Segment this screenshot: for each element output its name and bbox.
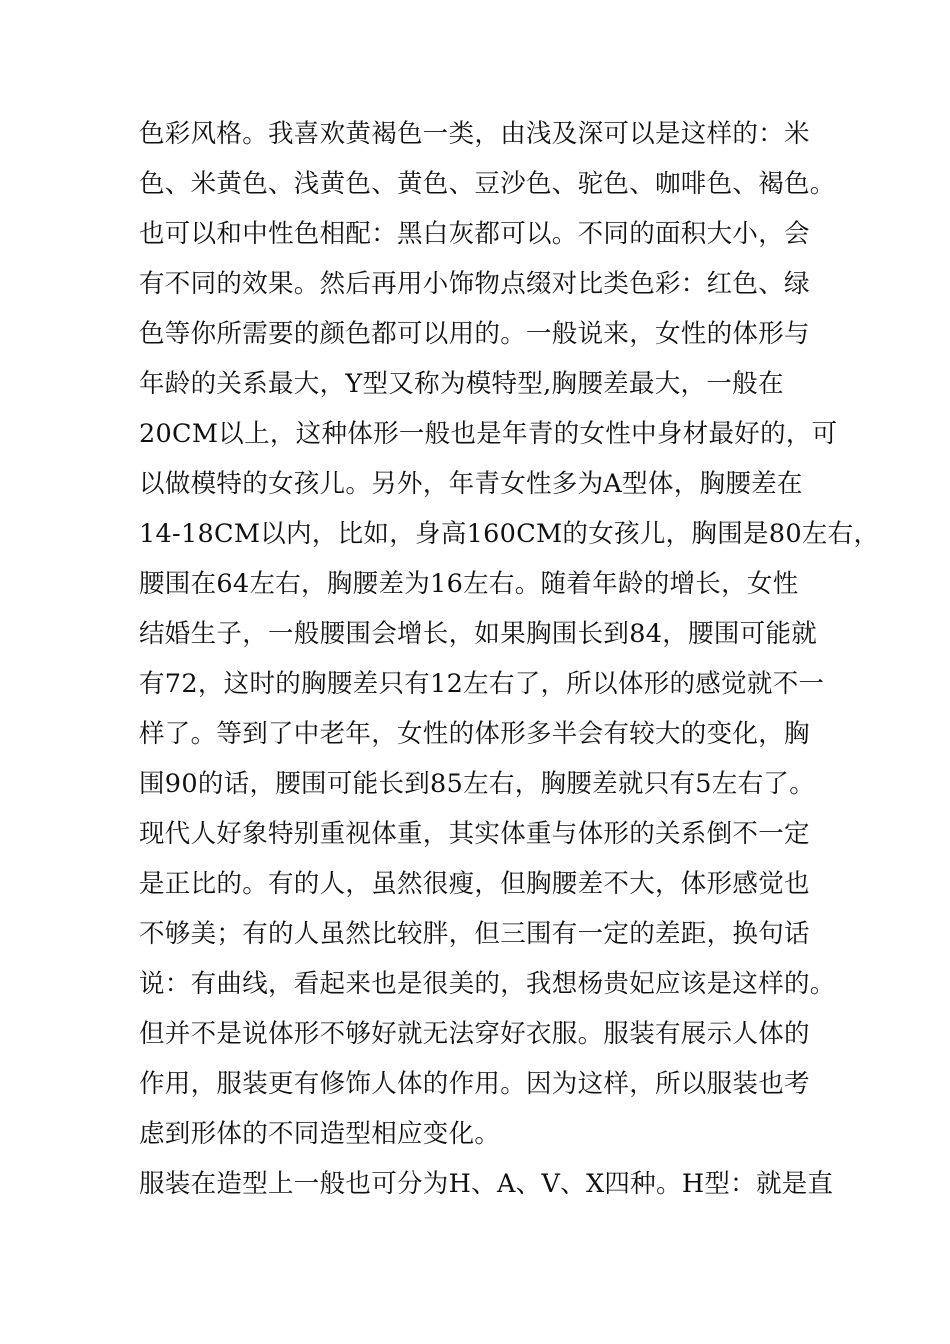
text-line-20: 作用，服装更有修饰人体的作用。因为这样，所以服装也考 [139, 1069, 810, 1099]
text-line-3: 也可以和中性色相配：黑白灰都可以。不同的面积大小，会 [139, 219, 810, 249]
text-line-5: 色等你所需要的颜色都可以用的。一般说来，女性的体形与 [139, 319, 810, 349]
text-line-1: 色彩风格。我喜欢黄褐色一类，由浅及深可以是这样的：米 [139, 119, 810, 149]
text-line-18: 说：有曲线，看起来也是很美的，我想杨贵妃应该是这样的。 [139, 969, 836, 999]
text-line-6: 年龄的关系最大，Y型又称为模特型,胸腰差最大，一般在 [139, 369, 784, 399]
text-line-17: 不够美；有的人虽然比较胖，但三围有一定的差距，换句话 [139, 919, 810, 949]
text-line-8: 以做模特的女孩儿。另外，年青女性多为A型体，胸腰差在 [139, 469, 803, 499]
text-line-10: 腰围在64左右，胸腰差为16左右。随着年龄的增长，女性 [139, 569, 799, 599]
text-line-13: 样了。等到了中老年，女性的体形多半会有较大的变化，胸 [139, 719, 810, 749]
text-line-22: 服装在造型上一般也可分为H、A、V、X四种。H型：就是直 [139, 1169, 834, 1199]
text-line-14: 围90的话，腰围可能长到85左右，胸腰差就只有5左右了。 [139, 769, 816, 799]
text-line-21: 虑到形体的不同造型相应变化。 [139, 1119, 501, 1149]
text-line-9: 14-18CM以内，比如，身高160CM的女孩儿，胸围是80左右， [139, 519, 880, 549]
text-line-11: 结婚生子，一般腰围会增长，如果胸围长到84，腰围可能就 [139, 619, 818, 649]
text-line-19: 但并不是说体形不够好就无法穿好衣服。服装有展示人体的 [139, 1019, 810, 1049]
text-line-12: 有72，这时的胸腰差只有12左右了，所以体形的感觉就不一 [139, 669, 825, 699]
text-line-16: 是正比的。有的人，虽然很瘦，但胸腰差不大，体形感觉也 [139, 869, 810, 899]
text-line-7: 20CM以上，这种体形一般也是年青的女性中身材最好的，可 [139, 419, 838, 449]
text-line-4: 有不同的效果。然后再用小饰物点缀对比类色彩：红色、绿 [139, 269, 810, 299]
text-line-2: 色、米黄色、浅黄色、黄色、豆沙色、驼色、咖啡色、褐色。 [139, 169, 836, 199]
text-line-15: 现代人好象特别重视体重，其实体重与体形的关系倒不一定 [139, 819, 810, 849]
